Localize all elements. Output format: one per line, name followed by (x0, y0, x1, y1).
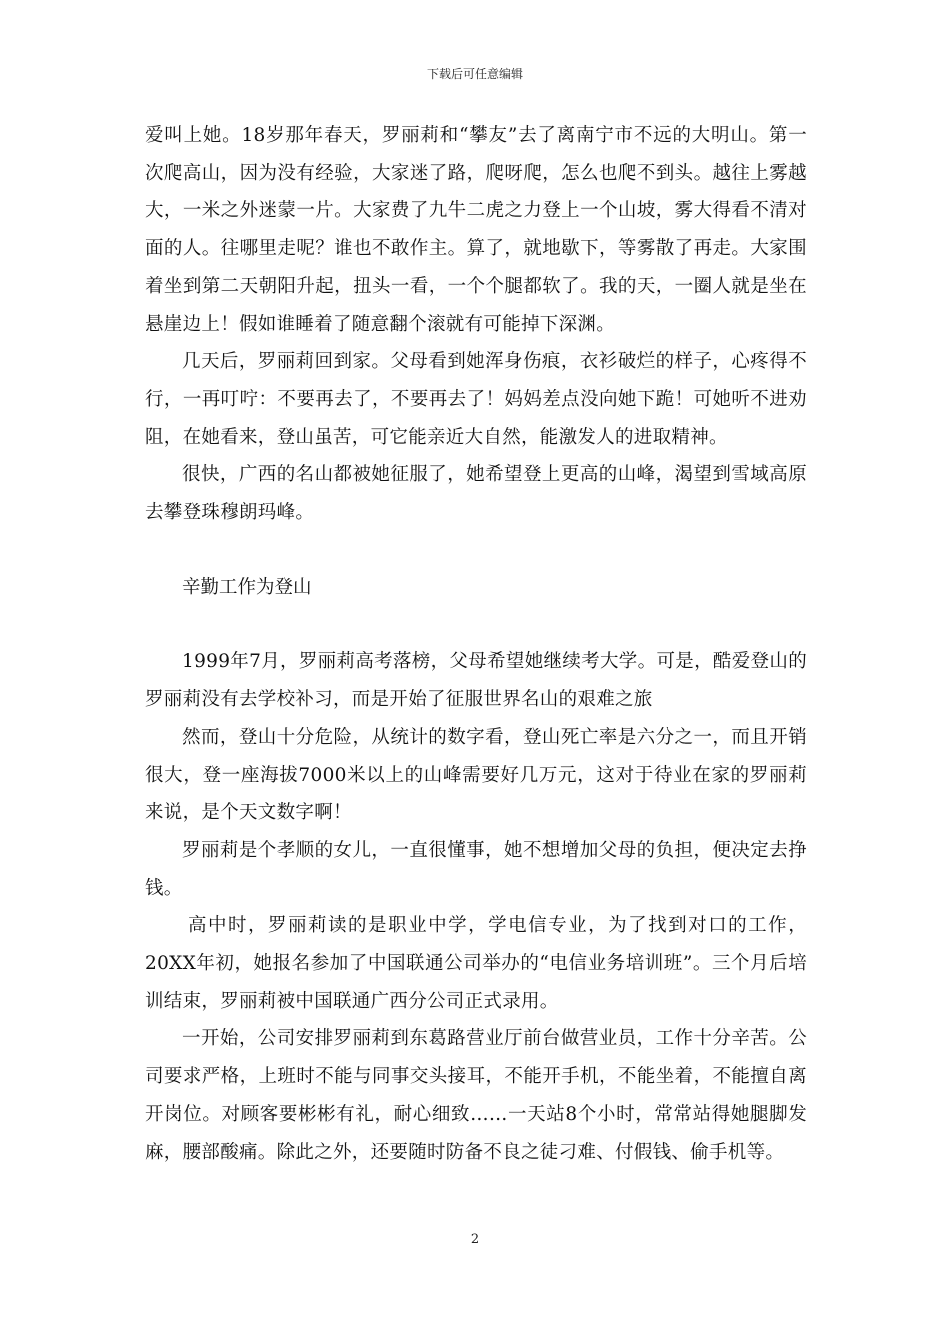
page-header: 下载后可任意编辑 (426, 67, 523, 81)
document-body (145, 117, 807, 1171)
paragraph-3: 很快，广西的名山都被她征服了，她希望登上更高的山峰，渴望到雪域高原去攀登珠穆朗玛峰。 (145, 464, 807, 524)
paragraph-5: 然而，登山十分危险，从统计的数字看，登山死亡率是六分之一，而且开销很大，登一座海拔7000米以上的山峰需要好几万元，这对于待业在家的罗丽莉来说，是个天文数字啊！ (145, 726, 807, 824)
paragraph-8: 一开始，公司安排罗丽莉到东葛路营业厅前台做营业员，工作十分辛苦。公司要求严格，上班时不能与同事交头接耳，不能开手机，不能坐着，不能擅自离开岗位。对顾客要彬彬有礼，耐心细致……一天站8个小时，常常站得她腿脚发麻，腰部酸痛。除此之外，还要随时防备不良之徒刁难、付假钱、偷手机等。 (145, 1028, 807, 1163)
paragraph-7: 高中时，罗丽莉读的是职业中学，学电信专业，为了找到对口的工作，20XX年初，她报名参加了中国联通公司举办的“电信业务培训班”。三个月后培训结束，罗丽莉被中国联通广西分公司正式录用。 (145, 915, 807, 1012)
paragraph-1: 爱叫上她。18岁那年春天，罗丽莉和“攀友”去了离南宁市不远的大明山。第一次爬高山，因为没有经验，大家迷了路，爬呀爬，怎么也爬不到头。越往上雾越大，一米之外迷蒙一片。大家费了九牛二虎之力登上一个山坡，雾大得看不清对面的人。往哪里走呢？谁也不敢作主。算了，就地歇下，等雾散了再走。大家围着坐到第二天朝阳升起，扭头一看，一个个腿都软了。我的天，一圈人就是坐在悬崖边上！假如谁睡着了随意翻个滚就有可能掉下深渊。 (145, 125, 807, 335)
paragraph-4: 1999年7月，罗丽莉高考落榜，父母希望她继续考大学。可是，酷爱登山的罗丽莉没有去学校补习，而是开始了征服世界名山的艰难之旅 (145, 651, 807, 711)
paragraph-2: 几天后，罗丽莉回到家。父母看到她浑身伤痕，衣衫破烂的样子，心疼得不行，一再叮咛：不要再去了，不要再去了！妈妈差点没向她下跪！可她听不进劝阻，在她看来，登山虽苦，可它能亲近大自然，能激发人的进取精神。 (145, 351, 807, 448)
paragraph-6: 罗丽莉是个孝顺的女儿，一直很懂事，她不想增加父母的负担，便决定去挣钱。 (145, 839, 807, 899)
section-heading: 辛勤工作为登山 (182, 576, 312, 598)
page-number: 2 (470, 1232, 480, 1247)
